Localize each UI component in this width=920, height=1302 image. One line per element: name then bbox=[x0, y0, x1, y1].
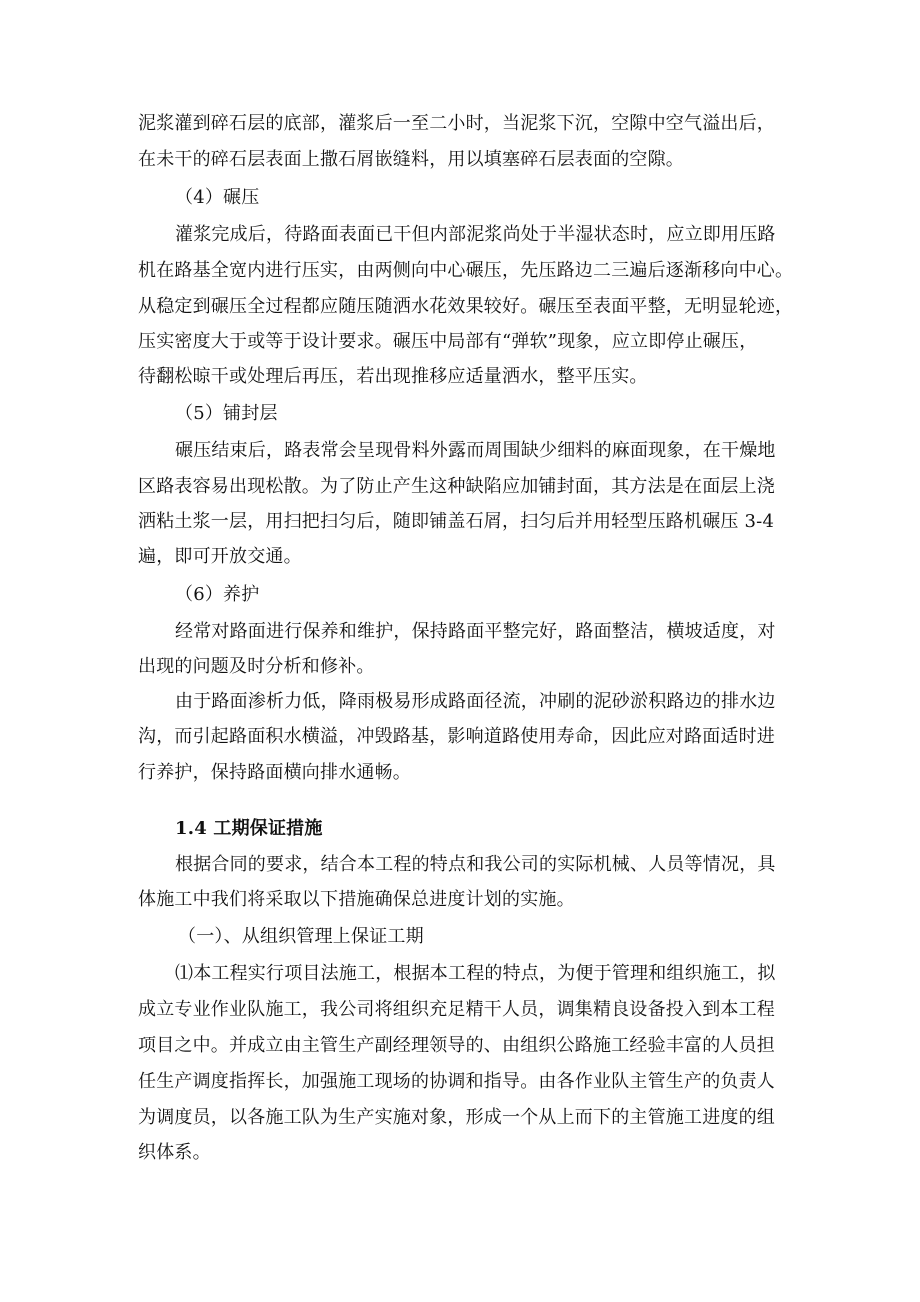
paragraph-line: 经常对路面进行保养和维护，保持路面平整完好，路面整洁，横坡适度，对 bbox=[175, 621, 776, 642]
paragraph-line: 任生产调度指挥长，加强施工现场的协调和指导。由各作业队主管生产的负责人 bbox=[138, 1071, 775, 1092]
paragraph-line: 机在路基全宽内进行压实，由两侧向中心碾压，先压路边二三遍后逐渐移向中心。 bbox=[138, 260, 794, 281]
subheading-seal-layer: （5）铺封层 bbox=[175, 403, 278, 424]
paragraph-line: 区路表容易出现松散。为了防止产生这种缺陷应加铺封面，其方法是在面层上浇 bbox=[138, 476, 775, 497]
paragraph-line: 为调度员，以各施工队为生产实施对象，形成一个从上而下的主管施工进度的组 bbox=[138, 1107, 775, 1128]
paragraph-line: 由于路面渗析力低，降雨极易形成路面径流，冲刷的泥砂淤积路边的排水边 bbox=[175, 691, 776, 712]
paragraph-line: 灌浆完成后，待路面表面已干但内部泥浆尚处于半湿状态时，应立即用压路 bbox=[175, 224, 776, 245]
paragraph-line: ⑴本工程实行项目法施工，根据本工程的特点，为便于管理和组织施工，拟 bbox=[175, 963, 776, 984]
paragraph-line: 泥浆灌到碎石层的底部，灌浆后一至二小时，当泥浆下沉，空隙中空气溢出后， bbox=[138, 113, 775, 134]
paragraph-line: 从稳定到碾压全过程都应随压随洒水花效果较好。碾压至表面平整，无明显轮迹， bbox=[138, 296, 794, 317]
paragraph-line: 织体系。 bbox=[138, 1142, 211, 1163]
subheading-organization: （一）、从组织管理上保证工期 bbox=[178, 926, 424, 947]
subheading-maintenance: （6）养护 bbox=[175, 584, 260, 605]
paragraph-line: 根据合同的要求，结合本工程的特点和我公司的实际机械、人员等情况，具 bbox=[175, 854, 776, 875]
paragraph-line: 沟，而引起路面积水横溢，冲毁路基，影响道路使用寿命，因此应对路面适时进 bbox=[138, 726, 775, 747]
subheading-compaction: （4）碾压 bbox=[175, 187, 260, 208]
paragraph-line: 成立专业作业队施工，我公司将组织充足精干人员，调集精良设备投入到本工程 bbox=[138, 999, 775, 1020]
paragraph-line: 行养护，保持路面横向排水通畅。 bbox=[138, 762, 411, 783]
paragraph-line: 出现的问题及时分析和修补。 bbox=[138, 656, 375, 677]
paragraph-line: 遍，即可开放交通。 bbox=[138, 546, 302, 567]
section-heading: 1.4 工期保证措施 bbox=[175, 818, 323, 839]
paragraph-line: 碾压结束后，路表常会呈现骨料外露而周围缺少细料的麻面现象，在干燥地 bbox=[175, 440, 776, 461]
paragraph-line: 体施工中我们将采取以下措施确保总进度计划的实施。 bbox=[138, 889, 575, 910]
paragraph-line: 在未干的碎石层表面上撒石屑嵌缝料，用以填塞碎石层表面的空隙。 bbox=[138, 149, 684, 170]
paragraph-line: 洒粘土浆一层，用扫把扫匀后，随即铺盖石屑，扫匀后并用轻型压路机碾压 3-4 bbox=[138, 511, 775, 532]
paragraph-line: 压实密度大于或等于设计要求。碾压中局部有“弹软”现象，应立即停止碾压， bbox=[138, 331, 758, 352]
paragraph-line: 待翻松晾干或处理后再压，若出现推移应适量洒水，整平压实。 bbox=[138, 366, 648, 387]
paragraph-line: 项目之中。并成立由主管生产副经理领导的、由组织公路施工经验丰富的人员担 bbox=[138, 1035, 775, 1056]
